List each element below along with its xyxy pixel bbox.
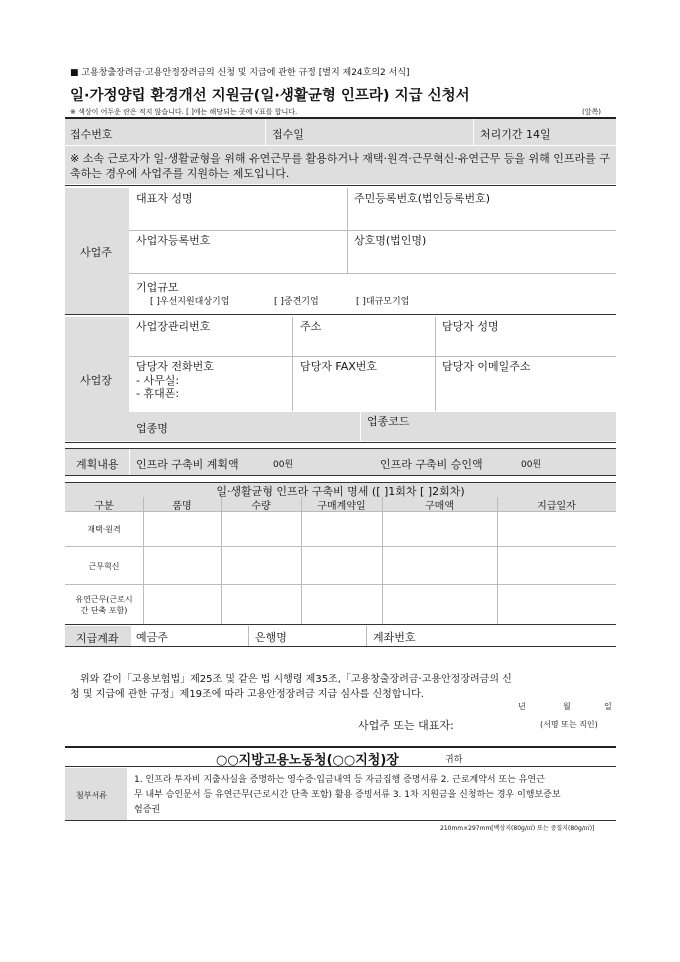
- page-side: (앞쪽): [582, 108, 601, 116]
- account-number-field[interactable]: 계좌번호: [373, 631, 416, 644]
- regulation-reference: ■ 고용창출장려금·고용안정장려금의 신청 및 지급에 관한 규정 [별지 제24호의2 서식]: [70, 68, 410, 78]
- email-field[interactable]: 담당자 이메일주소: [442, 360, 531, 373]
- notice: ※ 소속 근로자가 일·생활균형을 위해 유연근무를 활용하거나 재택·원격·근무혁신·유연근무 등을 위해 인프라를 구축하는 경우에 사업주를 지원하는 제도입니다.: [70, 152, 610, 180]
- col-header-category: 구분: [94, 501, 114, 512]
- size-option-large[interactable]: [ ]대규모기업: [356, 297, 410, 307]
- declaration-line-2: 청 및 지급에 관한 규정」제19조에 따라 고용안정장려금 지급 심사를 신청합니다.: [70, 689, 424, 700]
- size-option-midsize[interactable]: [ ]중견기업: [274, 297, 319, 307]
- attachments-line-3: 험증권: [134, 805, 161, 815]
- processing-period: 처리기간 14일: [480, 128, 551, 141]
- date-year[interactable]: 년: [518, 702, 526, 711]
- address-field[interactable]: 주소: [300, 320, 322, 333]
- col-header-quantity: 수량: [251, 501, 271, 512]
- rep-name-field[interactable]: 대표자 성명: [136, 192, 193, 205]
- paper-spec: 210mm×297mm[백상지(80g/㎡) 또는 중질지(80g/㎡)]: [440, 825, 595, 832]
- attachments-line-1: 1. 인프라 투자비 지출사실을 증명하는 영수증·입금내역 등 자금집행 증명서류 2. 근로계약서 또는 유연근: [134, 775, 545, 785]
- signature-field[interactable]: (서명 또는 직인): [540, 720, 598, 729]
- contact-phone-label: 담당자 전화번호: [136, 360, 214, 373]
- col-header-amount: 구매액: [425, 501, 454, 512]
- employer-section-label: 사업주: [80, 246, 112, 259]
- fax-field[interactable]: 담당자 FAX번호: [300, 360, 378, 373]
- declaration-line-1: 위와 같이「고용보험법」제25조 및 같은 법 시행령 제35조,「고용창출장려금·고용안정장려금의 신: [80, 674, 512, 685]
- date-day[interactable]: 일: [604, 702, 612, 711]
- size-option-priority[interactable]: [ ]우선지원대상기업: [150, 297, 230, 307]
- attachments-line-2: 무 내부 승인문서 등 유연근무(근로시간 단축 포함) 활용 증빙서류 3. 1차 지원금을 신청하는 경우 이행보증보: [134, 790, 561, 800]
- approved-cost-value: 00원: [521, 460, 542, 470]
- date-month[interactable]: 월: [563, 702, 571, 711]
- recipient-honorific: 귀하: [445, 755, 463, 765]
- receipt-date-label: 접수일: [272, 128, 304, 141]
- company-size-label: 기업규모: [136, 281, 179, 294]
- col-header-payment-date: 지급일자: [537, 501, 576, 512]
- signer-label: 사업주 또는 대표자:: [358, 719, 454, 732]
- col-header-contract-date: 구매계약일: [317, 501, 366, 512]
- row-label-remote: 재택·원격: [87, 525, 121, 534]
- business-reg-number-field[interactable]: 사업자등록번호: [136, 234, 211, 247]
- row-label-flexible-work-2: 간 단축 포함): [80, 606, 128, 615]
- approved-cost-label: 인프라 구축비 승인액: [380, 458, 483, 471]
- office-phone-field[interactable]: - 사무실:: [136, 374, 180, 387]
- company-name-field[interactable]: 상호명(법인명): [354, 234, 427, 247]
- receipt-number-label: 접수번호: [70, 128, 113, 141]
- form-title: 일·가정양립 환경개선 지원금(일·생활균형 인프라) 지급 신청서: [70, 88, 470, 104]
- workplace-mgmt-number-field[interactable]: 사업장관리번호: [136, 320, 211, 333]
- recipient-office: ○○지방고용노동청(○○지청)장: [216, 753, 399, 768]
- planned-cost-label: 인프라 구축비 계획액: [136, 458, 239, 471]
- account-holder-field[interactable]: 예금주: [136, 631, 168, 644]
- row-label-flexible-work: 유연근무(근로시: [75, 595, 133, 604]
- industry-name-label: 업종명: [136, 422, 168, 435]
- account-section-label: 지급계좌: [76, 632, 119, 645]
- resident-number-field[interactable]: 주민등록번호(법인등록번호): [354, 192, 491, 205]
- contact-name-field[interactable]: 담당자 성명: [442, 320, 499, 333]
- workplace-section-label: 사업장: [80, 374, 112, 387]
- fill-note: ※ 색상이 어두운 란은 적지 않습니다. [ ]에는 해당되는 곳에 √표를 합니다.: [70, 108, 298, 116]
- industry-code-label: 업종코드: [367, 415, 410, 428]
- plan-section-label: 계획내용: [76, 458, 119, 471]
- details-table-title: 일·생활균형 인프라 구축비 명세 ([ ]1회차 [ ]2회차): [216, 485, 465, 498]
- row-label-work-innovation: 근무혁신: [88, 562, 120, 571]
- attachments-label: 첨부서류: [76, 791, 107, 800]
- bank-name-field[interactable]: 은행명: [255, 631, 287, 644]
- planned-cost-value: 00원: [273, 460, 294, 470]
- col-header-item: 품명: [172, 501, 192, 512]
- mobile-phone-field[interactable]: - 휴대폰:: [136, 387, 180, 400]
